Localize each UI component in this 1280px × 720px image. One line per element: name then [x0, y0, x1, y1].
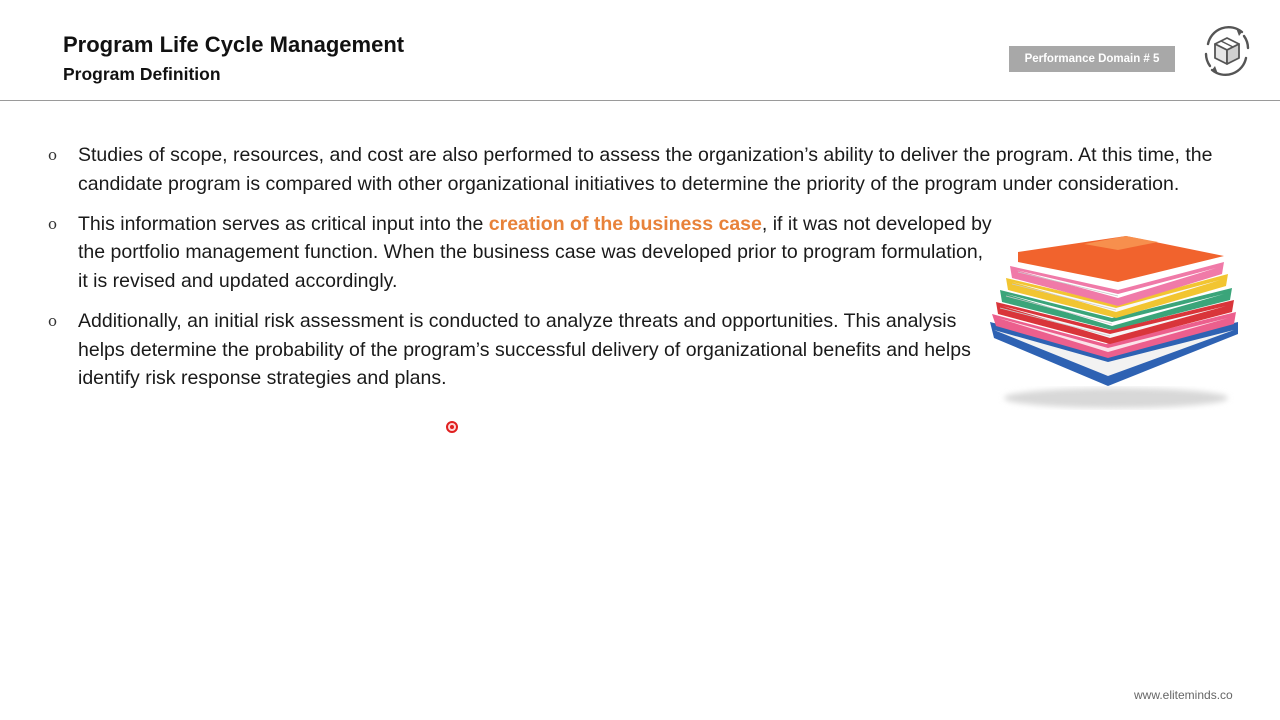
bullet-item [48, 210, 993, 296]
bullet-text: Additionally, an initial risk assessment is conducted to analyze threats and opportunities. This analysis helps determine the probability of the program’s successful delivery of organizational benefits and helps identify risk response strategies and plans. [78, 309, 971, 390]
domain-badge: Performance Domain # 5 [1009, 46, 1175, 72]
bullet-text: Studies of scope, resources, and cost are also performed to assess the organization’s ability to deliver the program. At this time, the candidate program is compared with other organizational initiatives to determine the priority of the program under consideration. [78, 144, 1213, 195]
bullet-item [48, 307, 993, 393]
slide-header [0, 0, 1280, 101]
stacked-folders-image [988, 226, 1240, 412]
cycle-cube-icon [1198, 22, 1256, 80]
bullet-text-before: This information serves as critical input into the [78, 212, 489, 235]
bullet-marker: o [48, 146, 58, 164]
slide-title: Program Life Cycle Management [63, 32, 405, 57]
bullet-marker: o [48, 311, 58, 330]
footer-url: www.eliteminds.co [1134, 688, 1233, 702]
laser-pointer-cursor [446, 421, 458, 433]
bullet-marker: o [48, 214, 58, 233]
bullet-item [48, 141, 1238, 198]
slide-subtitle: Program Definition [63, 64, 221, 84]
bullet-text-after: , if it was not developed by the portfolio management function. When the business case was developed prior to program formulation, it is revised and updated accordingly. [78, 212, 992, 292]
highlighted-phrase: creation of the business case [488, 212, 762, 235]
